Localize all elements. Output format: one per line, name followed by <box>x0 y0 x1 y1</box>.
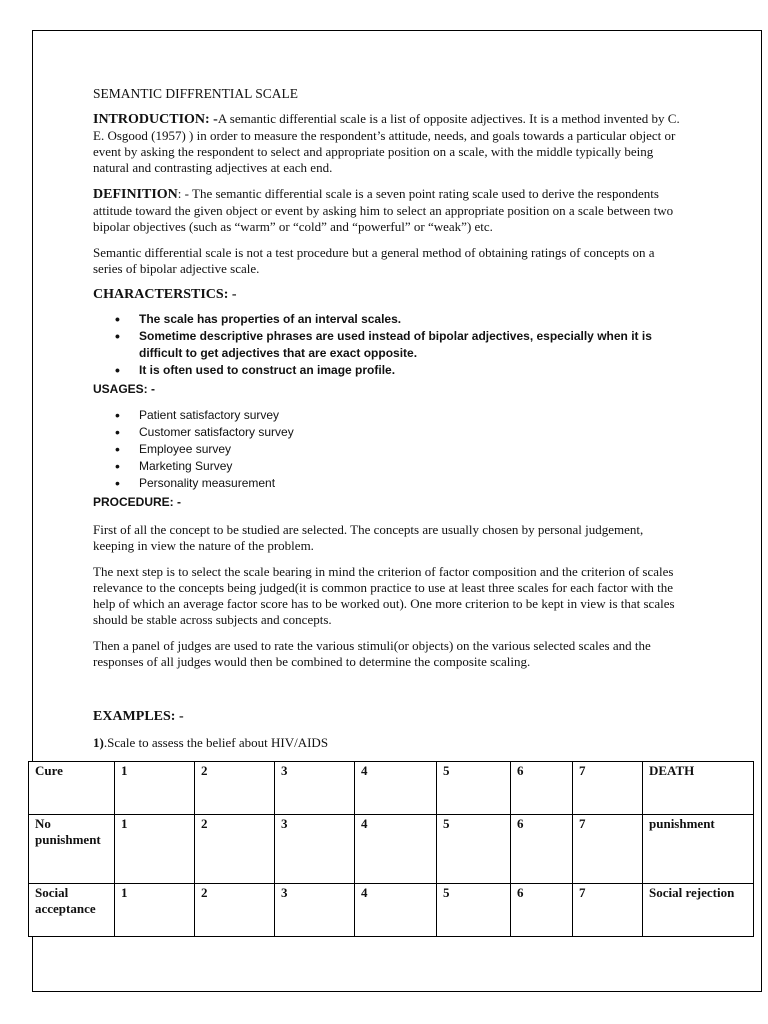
introduction-label: INTRODUCTION: - <box>93 112 218 127</box>
usages-list <box>93 407 683 492</box>
right-adjective: punishment <box>643 815 754 884</box>
example-number: 1) <box>93 735 104 750</box>
list-item: • The scale has properties of an interval scales. <box>139 311 683 328</box>
table-row <box>29 884 754 937</box>
characteristics-heading: CHARACTERSTICS: - <box>93 287 237 302</box>
definition-label: DEFINITION <box>93 187 178 202</box>
document-body <box>93 86 683 680</box>
scale-point: 1 <box>115 815 195 884</box>
scale-point: 4 <box>355 762 437 815</box>
scale-point: 7 <box>573 884 643 937</box>
introduction-paragraph <box>93 111 683 176</box>
scale-point: 6 <box>511 762 573 815</box>
general-method-paragraph: Semantic differential scale is not a test procedure but a general method of obtaining ratings of concepts on a series of bipolar adjective scale. <box>93 245 655 276</box>
scale-point: 2 <box>195 884 275 937</box>
examples-heading: EXAMPLES: - <box>93 709 184 724</box>
scale-point: 7 <box>573 762 643 815</box>
scale-point: 3 <box>275 815 355 884</box>
table-row <box>29 762 754 815</box>
example-caption <box>93 735 328 751</box>
list-item: • It is often used to construct an image profile. <box>139 362 683 379</box>
introduction-text: A semantic differential scale is a list of opposite adjectives. It is a method invented by C. E. Osgood (1957) ) in order to measure the respondent’s attitude, needs, and goals towards a particular object or event by asking the respondent to select and appropriate position on a scale, with the middle typically being natural and contrasting adjectives at each end. <box>93 111 680 175</box>
procedure-paragraph: Then a panel of judges are used to rate the various stimuli(or objects) on the various selected scales and the responses of all judges would then be combined to determine the composite scaling. <box>93 638 651 669</box>
list-item: • Employee survey <box>139 441 683 458</box>
example-caption-text: .Scale to assess the belief about HIV/AIDS <box>103 735 329 750</box>
semantic-scale-table <box>28 761 754 937</box>
list-item: • Personality measurement <box>139 475 683 492</box>
table-row <box>29 815 754 884</box>
definition-paragraph <box>93 186 683 235</box>
procedure-heading: PROCEDURE: - <box>93 495 182 509</box>
scale-point: 2 <box>195 815 275 884</box>
left-adjective: Social acceptance <box>29 884 115 937</box>
left-adjective: No punishment <box>29 815 115 884</box>
scale-point: 3 <box>275 762 355 815</box>
right-adjective: Social rejection <box>643 884 754 937</box>
procedure-paragraph: The next step is to select the scale bearing in mind the criterion of factor composition and the criterion of scales relevance to the concepts being judged(it is common practice to use at least three scales for each factor with the help of which an average factor score has to be worked out). One more criterion to be kept in view is that scales should be stable across subjects and concepts. <box>93 564 675 627</box>
scale-point: 1 <box>115 762 195 815</box>
scale-point: 4 <box>355 815 437 884</box>
document-title: SEMANTIC DIFFRENTIAL SCALE <box>93 86 299 101</box>
left-adjective: Cure <box>29 762 115 815</box>
scale-point: 7 <box>573 815 643 884</box>
list-item: • Sometime descriptive phrases are used instead of bipolar adjectives, especially when it is difficult to get adjectives that are exact opposite. <box>139 328 683 362</box>
scale-point: 3 <box>275 884 355 937</box>
scale-point: 5 <box>437 762 511 815</box>
scale-point: 1 <box>115 884 195 937</box>
list-item: • Patient satisfactory survey <box>139 407 683 424</box>
characteristics-list <box>93 311 683 379</box>
scale-point: 4 <box>355 884 437 937</box>
right-adjective: DEATH <box>643 762 754 815</box>
definition-text: : - The semantic differential scale is a seven point rating scale used to derive the respondents attitude toward the given object or event by asking him to select an appropriate position on a scale between two bipolar objectives (such as “warm” or “cold” and “powerful” or “weak”) etc. <box>93 186 674 234</box>
usages-heading: USAGES: - <box>93 382 156 396</box>
scale-point: 5 <box>437 884 511 937</box>
list-item: • Marketing Survey <box>139 458 683 475</box>
scale-point: 6 <box>511 884 573 937</box>
scale-point: 5 <box>437 815 511 884</box>
scale-point: 6 <box>511 815 573 884</box>
list-item: • Customer satisfactory survey <box>139 424 683 441</box>
scale-point: 2 <box>195 762 275 815</box>
procedure-paragraph: First of all the concept to be studied are selected. The concepts are usually chosen by personal judgement, keeping in view the nature of the problem. <box>93 522 644 553</box>
